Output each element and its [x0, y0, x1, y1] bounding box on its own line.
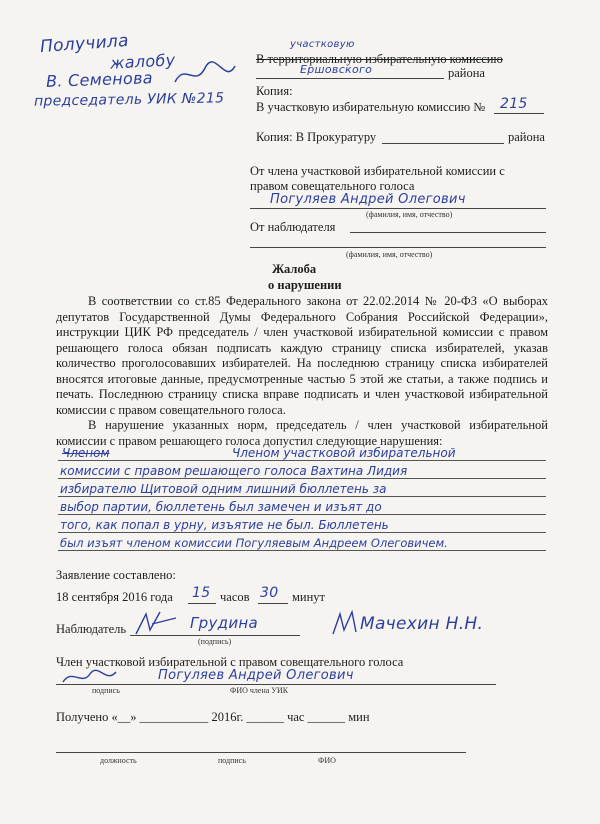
violation-hw-line6: был изъят членом комиссии Погуляевым Андреем Олеговичем.: [60, 536, 448, 550]
observer-caption: (фамилия, имя, отчество): [346, 250, 433, 259]
handwritten-note-line2: жалобу: [109, 50, 176, 73]
member-name-sign-hw: Погуляев Андрей Олегович: [158, 668, 354, 683]
violation-rule-2: [58, 478, 546, 479]
violation-hw-line5: того, как попал в урну, изъятие не был. Бюллетень: [60, 518, 389, 532]
violation-hw-line3: избирателю Щитовой одним лишний бюллетень за: [60, 482, 387, 496]
copy-label: Копия:: [256, 84, 293, 98]
observer-name-scribble: [330, 610, 360, 638]
member-name-hw: Погуляев Андрей Олегович: [270, 192, 466, 207]
territorial-suffix: района: [448, 66, 485, 80]
received-line: Получено «__» ___________ 2016г. ______ час ______ мин: [56, 710, 370, 724]
prosecutor-line: [382, 143, 504, 144]
violation-rule-5: [58, 532, 546, 533]
violation-rule-4: [58, 514, 546, 515]
statement-composed: Заявление составлено:: [56, 568, 176, 582]
observer-sign-label: Наблюдатель: [56, 622, 127, 636]
observer-signature-hw: Грудина: [190, 614, 258, 632]
title-line1: Жалоба: [272, 262, 317, 276]
from-line1: От члена участковой избирательной комиссии с: [250, 164, 505, 178]
member-caption-name: ФИО члена УИК: [230, 686, 289, 695]
territorial-district-line: [256, 78, 444, 79]
to-precinct-commission: В участковую избирательную комиссию №: [256, 100, 486, 114]
body-paragraph1: В соответствии со ст.85 Федерального закона от 22.02.2014 № 20-ФЗ «О выборах депутатов Государственной Думы Федерального Собрания Российской Федерации», инструкции ЦИК РФ председатель / член участковой избирательной комиссии с правом решающего голоса обязан подписать каждую страницу списка избирателей, указав количество проголосовавших избирателей. На последнюю страницу списка избирателей вносятся итоговые данные, предусмотренные частью 5 этой же статьи, а также подпись и печать. Последнюю страницу списка вправе подписать и член участковой избирательной комиссии с правом совещательного голоса.: [56, 294, 548, 417]
observer-name-hw: Мачехин Н.Н.: [360, 614, 484, 634]
violation-rule-3: [58, 496, 546, 497]
received-caption-sign: подпись: [218, 756, 246, 765]
territorial-hw-district: Ершовского: [300, 63, 373, 76]
member-caption-sign: подпись: [92, 686, 120, 695]
copy-prosecutor: Копия: В Прокуратуру: [256, 130, 377, 144]
observer-signature-scribble: [132, 608, 182, 638]
violation-rule-6: [58, 550, 546, 551]
observer-line-2: [250, 247, 546, 248]
received-caption-position: должность: [100, 756, 137, 765]
handwritten-note-line4: председатель УИК №215: [33, 90, 225, 110]
hours-label: часов: [220, 590, 250, 604]
precinct-number-line: [494, 113, 544, 114]
handwritten-note-line3: В. Семенова: [45, 68, 154, 91]
member-caption: (фамилия, имя, отчество): [366, 210, 453, 219]
statement-date: 18 сентября 2016 года: [56, 590, 173, 604]
title-line2: о нарушении: [268, 278, 342, 292]
minutes-line: [258, 603, 288, 604]
violation-hw-line1: Членом участковой избирательной: [232, 446, 456, 460]
hours-line: [188, 603, 216, 604]
member-signature-scribble: [60, 666, 120, 688]
minutes-hw: 30: [260, 585, 279, 601]
territorial-hw-above: участковую: [290, 39, 355, 50]
violation-hw-line4: выбор партии, бюллетень был замечен и изъят до: [60, 500, 382, 514]
violation-hw-strike: Членом: [62, 446, 110, 460]
prosecutor-suffix: района: [508, 130, 545, 144]
received-caption-name: ФИО: [318, 756, 336, 765]
from-line2: правом совещательного голоса: [250, 179, 415, 193]
hours-hw: 15: [192, 585, 211, 601]
minutes-label: минут: [292, 590, 326, 604]
to-territorial-commission: В территориальную избирательную комиссию: [256, 52, 503, 66]
observer-line-1: [350, 232, 546, 233]
observer-label: От наблюдателя: [250, 220, 336, 234]
precinct-number-hw: 215: [500, 96, 528, 112]
member-name-line: [250, 208, 546, 209]
member-sign-line: [56, 684, 496, 685]
received-sign-line: [56, 752, 466, 753]
body-paragraph2: В нарушение указанных норм, председатель / член участковой избирательной комиссии с правом решающего голоса допустил следующие нарушения:: [56, 418, 548, 448]
handwritten-note-line1: Получила: [39, 30, 130, 58]
violation-rule-1: [58, 460, 546, 461]
observer-sign-caption: (подпись): [198, 637, 232, 646]
violation-hw-line2: комиссии с правом решающего голоса Вахтина Лидия: [60, 464, 408, 478]
note-signature-scribble: [170, 60, 240, 90]
member-sign-label: Член участковой избирательной с правом совещательного голоса: [56, 655, 404, 669]
